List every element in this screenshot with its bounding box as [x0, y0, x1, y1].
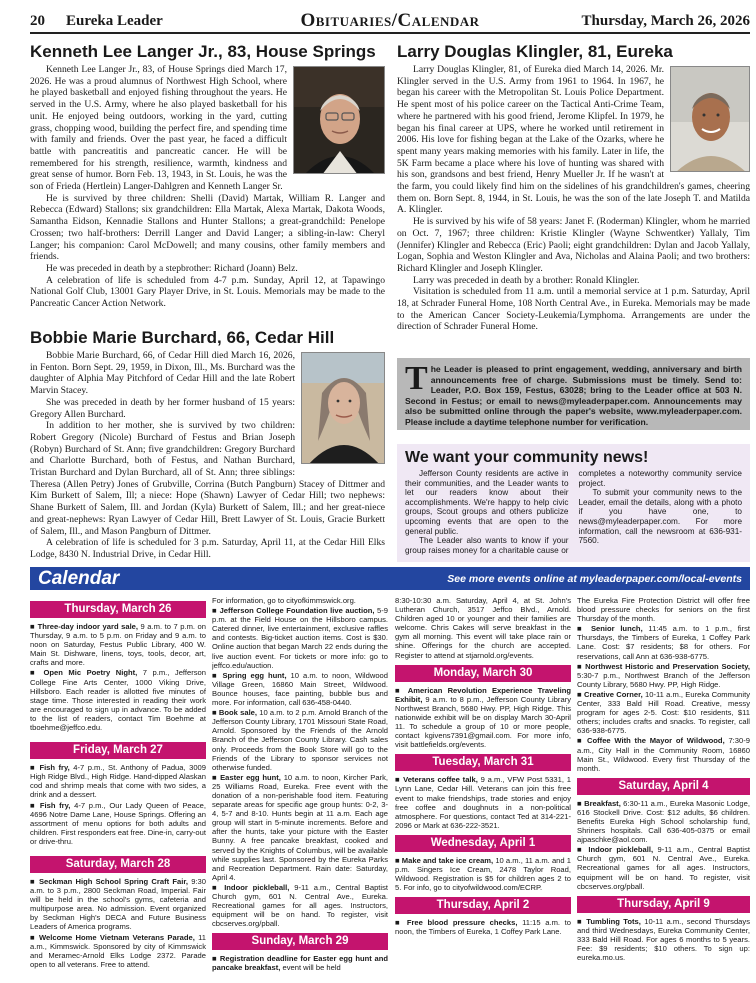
community-paragraph: To submit your community news to the Leader, email the details, along with a photo if you have one, to news@myleaderpaper.com. For more information, call the newsroom at 636-931-7560. [578, 488, 742, 546]
day-header: Wednesday, April 1 [395, 835, 571, 852]
calendar-event: ■ Breakfast, 6:30-11 a.m., Eureka Masonic Lodge, 616 Stockell Drive. Cost: $12 adults, $6 children. Benefits Eureka High School scholarship fund, Shriners hospitals. Call 636-405-0375 or email ajpaschke@aol.com. [577, 798, 750, 845]
page-number: 20 [30, 12, 45, 29]
community-news-box [397, 444, 750, 562]
obituary-paragraph: Larry Douglas Klingler, 81, of Eureka died March 14, 2026. Mr. Klingler served in the U.S. Army from 1961 to 1964. In 1967, he began his career with the Metropolitan St. Louis Police Department. He spent most of his police career on the Tactical Anti-Crime Team, where he partnered with his good friend, Jerome Klipfel. In 1979, he began his final career at UPS, where he worked until retirement in 2006. His love for fishing began at the Lake of the Ozarks, where he spent many years making memories with his family. Later in life, the 5K Farm became a place where his love of hunting was shared with his son, grandsons and best friend, Henry Mueller Jr. If he wasn't at the farm, you could likely find him on the sidelines of his grandchildren's games, cheering them on. Born Sept. 8, 1944, in St. Louis, he was the son of the late Joseph T. and Matilda A. Klingler. [397, 64, 750, 216]
community-paragraph: The Leader also wants to know if your group raises money for a charitable cause or completes a noteworthy community service project. [405, 469, 742, 555]
obituary-paragraph: Bobbie Marie Burchard, 66, of Cedar Hill died March 16, 2026, in Fenton. Born Sept. 29, 1959, in Dixon, Ill., Ms. Burchard was the daughter of Alphia May Pitchford of Cedar Hill and the late Robert Marvin Stacey. [30, 350, 295, 397]
day-header: Saturday, March 28 [30, 856, 206, 873]
calendar-event: ■ Tumbling Tots, 10-11 a.m., second Thursdays and third Wednesdays, Eureka Community Center, 333 Bald Hill Road. For ages 6 months to 5 years. Fee: $9 residents; $10 others. To sign up: eureka.mo.us. [577, 916, 750, 963]
calendar-event: ■ Spring egg hunt, 10 a.m. to noon, Wildwood Village Green, 16860 Main Street, Wildwood. Bounce houses, face painting, bubble bus and more. For information, call 636-458-0440. [212, 670, 388, 708]
day-header: Sunday, March 29 [212, 933, 388, 950]
calendar-column-3 [395, 596, 571, 980]
community-heading: We want your community news! [405, 449, 649, 466]
obituary-langer [30, 42, 385, 310]
obituary-paragraph: She was preceded in death by her former husband of 15 years: Gregory Allen Burchard. [30, 396, 295, 420]
calendar-event: ■ Registration deadline for Easter egg hunt and pancake breakfast, event will be held [212, 954, 388, 973]
day-header: Thursday, April 2 [395, 897, 571, 914]
day-header: Thursday, April 9 [577, 896, 750, 913]
day-header: Tuesday, March 31 [395, 754, 571, 771]
obituary-photo [670, 66, 750, 172]
calendar-more-link[interactable]: See more events online at myleaderpaper.com/local-events [447, 572, 742, 585]
obituary-photo [301, 352, 385, 464]
calendar-event-continued: 8:30-10:30 a.m. Saturday, April 4, at St. John's Lutheran Church, 3517 Jeffco Blvd., Arnold. Children aged 10 or younger and their families are welcome. Chris Cakes will serve breakfast in the gym all morning. This event will take place rain or shine. Offerings for the church are accepted. Register to attend at stjarnold.org/events. [395, 596, 571, 660]
calendar-event: ■ Fish fry, 4-7 p.m., St. Anthony of Padua, 3009 High Ridge Blvd., High Ridge. Hand-dipped Alaskan cod and shrimp meals that come with two sides, a drink and a dessert. [30, 763, 206, 800]
calendar-event: ■ Three-day indoor yard sale, 9 a.m. to 7 p.m. on Thursday, 9 a.m. to 5 p.m. on Friday and 9 a.m. to noon on Saturday, Festus Public Library, 400 W. Main St. Dishware, linens, toys, tools, decor, art, crafts and more. [30, 622, 206, 668]
calendar-title: Calendar [38, 567, 120, 589]
obituary-headline: Kenneth Lee Langer Jr., 83, House Springs [30, 42, 376, 61]
calendar-event: ■ Fish fry, 4-7 p.m., Our Lady Queen of Peace, 4696 Notre Dame Lane, House Springs. Offering an assortment of menu options for both adults and children. First responders eat free. Dine-in, carry-out or drive-thru. [30, 800, 206, 846]
calendar-event: ■ Book sale, 10 a.m. to 2 p.m. Arnold Branch of the Jefferson County Library, 1701 Missouri State Road, Arnold. Sponsored by the Friends of the Arnold Branch of the Jefferson County Library. Cash sales only. Proceeds from the Book Store will go to the Friends of the Library to sponsor services not otherwise funded. [212, 708, 388, 772]
day-header: Saturday, April 4 [577, 778, 750, 795]
calendar-event: ■ Creative Corner, 10-11 a.m., Eureka Community Center, 333 Bald Hill Road. Creative, messy program for ages 2-5. Cost: $10 residents, $11 others; includes crafts and snacks. To register, call 636-938-6775. [577, 689, 750, 736]
calendar-event-continued: For information, go to cityofkimmswick.org. [212, 596, 356, 605]
calendar-event: ■ Coffee With the Mayor of Wildwood, 7:30-9 a.m., City Hall in the Community Room, 16860 Main St., Wildwood. Every first Thursday of the month. [577, 736, 750, 773]
day-header: Monday, March 30 [395, 665, 571, 682]
section-title: Obituaries/Calendar [300, 10, 480, 31]
calendar-event: ■ American Revolution Experience Traveling Exhibit, 9 a.m. to 8 p.m., Jefferson County Library Northwest Branch, 5680 Hwy. PP, High Ridge. This nationwide exhibit will be on display March 30-April 11. To schedule a group of 10 or more people, contact kgivens7391@gmail.com. For more info, visit battlefields.org/events. [395, 685, 571, 750]
calendar-event: ■ Indoor pickleball, 9-11 a.m., Central Baptist Church gym, 601 N. Central Ave., Eureka. Recreational games for all ages. Instructors, equipment will be on hand. To register, visit cbcserves.org/pball. [577, 845, 750, 891]
day-header: Friday, March 27 [30, 742, 206, 759]
obituary-headline: Bobbie Marie Burchard, 66, Cedar Hill [30, 328, 335, 347]
obituary-paragraph: A celebration of life is scheduled from 4-7 p.m. Sunday, April 12, at Tapawingo National Golf Club, 13001 Gary Player Drive, in St. Louis. Memorials may be made to the Pancreatic Cancer Action Network. [30, 274, 385, 310]
obituary-paragraph: Visitation is scheduled from 11 a.m. until a memorial service at 1 p.m. Saturday, April 18, at Schrader Funeral Home, 108 North Central Ave., in Eureka. Memorials may be made to the American Cancer Society-Leukemia/Lymphoma. Arrangements are under the direction of Schrader Funeral Home. [397, 286, 750, 333]
obituary-paragraph: Kenneth Lee Langer Jr., 83, of House Springs died March 17, 2026. He was a proud alumnus of Northwest High School, where he played basketball and enjoyed fishing throughout the years. He served in the U.S. Army, where he also played basketball for his unit. He enjoyed being outdoors, working in the yard, cutting grass, chopping wood, building the perfect fire, and spending time with family and friends. Over the past year, he faced a difficult battle with pancreatitis and pancreatic cancer. He will be remembered for his strength, resilience, warmth, kindness and great sense of humor. Born Feb. 13, 1943, in St. Louis, he was the son of Frieda (Hertlein) Langer-Dahlgren and Kenneth Langer Sr. [30, 64, 287, 193]
calendar-event: ■ Jefferson College Foundation live auction, 5-9 p.m. at the Field House on the Hillsboro campus. Catered dinner, live entertainment, exclusive raffles and contests. Big-ticket auction items. Cost is $30. Online auction that began March 22 ends during the live auction event. For tickets or more info: go to jeffco.edu/auction. [212, 606, 388, 670]
masthead [30, 10, 750, 34]
day-header: Thursday, March 26 [30, 601, 206, 618]
calendar-event: ■ Northwest Historic and Preservation Society, 5:30-7 p.m., Northwest Branch of the Jefferson County Library, 5680 Hwy. PP, High Ridge. [577, 661, 750, 689]
obituary-burchard [30, 328, 385, 561]
obituary-paragraph: He is survived by his wife of 58 years: Janet F. (Roderman) Klingler, whom he married on Oct. 7, 1967; three children: Kristie Klingler (Wayne Schwentker) Yallaly, Tim (Jennifer) Klingler and Rebecca (Eric) Paoli; eight grandchildren: Dylan and Jacob Yallaly, Logan, Sophia and Weston Klingler and Ava, Nicholas and Alaina Paoli; and two brothers: Richard Klingler and Joseph Klingler. [397, 216, 750, 274]
obituary-paragraph: He was preceded in death by a stepbrother: Richard (Joann) Belz. [46, 262, 298, 274]
calendar-event: ■ Indoor pickleball, 9-11 a.m., Central Baptist Church gym, 601 N. Central Ave., Eureka. Recreational games for all ages. Instructors, equipment will be on hand. To register, visit cbcserves.org/pball. [212, 882, 388, 929]
obituary-klingler [397, 42, 750, 333]
calendar-event: ■ Make and take ice cream, 10 a.m., 11 a.m. and 1 p.m. Singers Ice Cream, 2478 Taylor Road, Wildwood. Registration is $5 for children ages 2 to 5. For info, go to cityofwildwood.com/ECRP. [395, 855, 571, 893]
calendar-column-4 [577, 596, 750, 980]
calendar-column-2 [212, 596, 388, 980]
calendar-event: ■ Seckman High School Spring Craft Fair, 9:30 a.m. to 3 p.m., 2800 Seckman Road, Imperial. Fair will be held in the school's gyms, cafeteria and multipurpose area. No admission. Event organized by Seckman High's DECA and Future Business Leaders of America programs. [30, 876, 206, 932]
calendar-event: ■ Senior lunch, 11:45 a.m. to 1 p.m., first Thursdays, the Timbers of Eureka, 1 Coffey Park Lane. Cost: $7 residents; $8 for others. For reservations, call Ann at 636-938-6775. [577, 624, 750, 661]
obituary-photo [293, 66, 385, 174]
calendar-event-continued: The Eureka Fire Protection District will offer free blood pressure checks for seniors on the first Thursday of the month. [577, 596, 750, 624]
obituary-paragraph: Larry was preceded in death by a brother: Ronald Klingler. [413, 274, 640, 286]
calendar-banner [30, 567, 750, 590]
obituary-paragraph: He is survived by three children: Shelli (David) Martak, William R. Langer and Rebecca (Edward) Stallons; six grandchildren: Ella Martak, Alexa Martak, Dakota Woods, Samantha Eidson, Kennadie Stallons and Hunter Stallons; a great-grandchild: Penelope Crossen; two half-brothers: Derrill Langer and David Langer; a sibling-in-law: Cheryl Langer; his companion: Carol McDowell; and many cousins, other family members and friends. [30, 192, 385, 263]
issue-date: Thursday, March 26, 2026 [581, 12, 750, 29]
community-paragraph: Jefferson County residents are active in their communities, and the Leader wants to let our readers know about their accomplishments. We're happy to help civic groups, Scout groups and others publicize upcoming events that are open to the general public. [405, 469, 569, 536]
calendar-event: ■ Free blood pressure checks, 11:15 a.m. to noon, the Timbers of Eureka, 1 Coffey Park Lane. [395, 918, 571, 937]
announcement-drop-cap: T [405, 360, 428, 397]
calendar-column-1 [30, 596, 206, 980]
obituary-headline: Larry Douglas Klingler, 81, Eureka [397, 42, 673, 61]
announcement-text: he Leader is pleased to print engagement, wedding, anniversary and birth announcements free of charge. Submissions must be timely. Send to: Leader, P.O. Box 159, Festus, 63028; bring to the Leader office at 503 N. Second in Festus; or email to news@myleaderpaper.com. Announcements may also be submitted online through the paper's website, www.myleaderpaper.com. Please include a daytime telephone number for verification. [405, 364, 742, 427]
obituary-paragraph: In addition to her mother, she is survived by two children: Robert Gregory (Nicole) Burchard of Festus and Brian Joseph (Robyn) Burchard of St. Ann; five grandchildren: Gregory Burchard and Charlotte Burchard, both of Festus, and Nathan Burchard, Tristan Burchard and Dylan Burchard, all of St. Ann; three siblings: Theresa (Allen Petry) Jones of Grubville, Corrina (Butch Pangburn) Stacey of Dittmer and Kim Burkett of Salem, Ill; a niece: Hope (Shawn) Lawyer of Cedar Hill; two nephews: Shane Burkett of Salem, Ill. and Jordan (Kyla) Burkett of Salem, Ill.; and her great-niece and great-nephews: Ryan Lawyer of Cedar Hill, Brett Lawyer of St. Louis, Gracie Burkett of Salem, Ill., and Mason Pangburn of Dittmer. [30, 420, 385, 537]
announcement-box [397, 358, 750, 430]
obituary-paragraph: A celebration of life is scheduled for 3 p.m. Saturday, April 11, at the Cedar Hill Elks Lodge, 8430 N. Industrial Drive, in Cedar Hill. [30, 537, 385, 560]
calendar-event: ■ Veterans coffee talk, 9 a.m., VFW Post 5331, 1 Lynn Lane, Cedar Hill. Veterans can join this free event to make friendships, trade stories and enjoy free coffee and doughnuts in a non-political atmosphere. For questions, contact Ted at 314-221-2096 or Mark at 636-222-3521. [395, 775, 571, 830]
calendar-event: ■ Open Mic Poetry Night, 7 p.m., Jefferson College Fine Arts Center, 1000 Viking Drive, Hillsboro. Each reader is allotted five minutes of stage time. Those interested in reading their work are encouraged to sign up in advance. To be added to the list of readers, contact Tim Boehme at tboehme@jeffco.edu. [30, 668, 206, 733]
calendar-event: ■ Welcome Home Vietnam Veterans Parade, 11 a.m., Kimmswick. Sponsored by city of Kimmswick and Meramec-Arnold Elks Lodge 2372. Parade open to all veterans. Free to attend. [30, 932, 206, 969]
calendar-event: ■ Easter egg hunt, 10 a.m. to noon, Kircher Park, 25 Williams Road, Eureka. Free event with the donation of a non-perishable food item. Featuring separate areas for specific age group hunts: 0-2, 3-4, 5-7 and 8-10. Hunts begin at 11 a.m. Each age group will start in 5-minute increments. Before and after the hunts, take your picture with the Easter Bunny. A free pancake breakfast, cooked and served by the Knights of Columbus, will be available while supplies last. Sponsored by the Eureka Parks and Recreation Department. Rain date: Saturday, April 4. [212, 772, 388, 882]
paper-name: Eureka Leader [66, 12, 163, 29]
